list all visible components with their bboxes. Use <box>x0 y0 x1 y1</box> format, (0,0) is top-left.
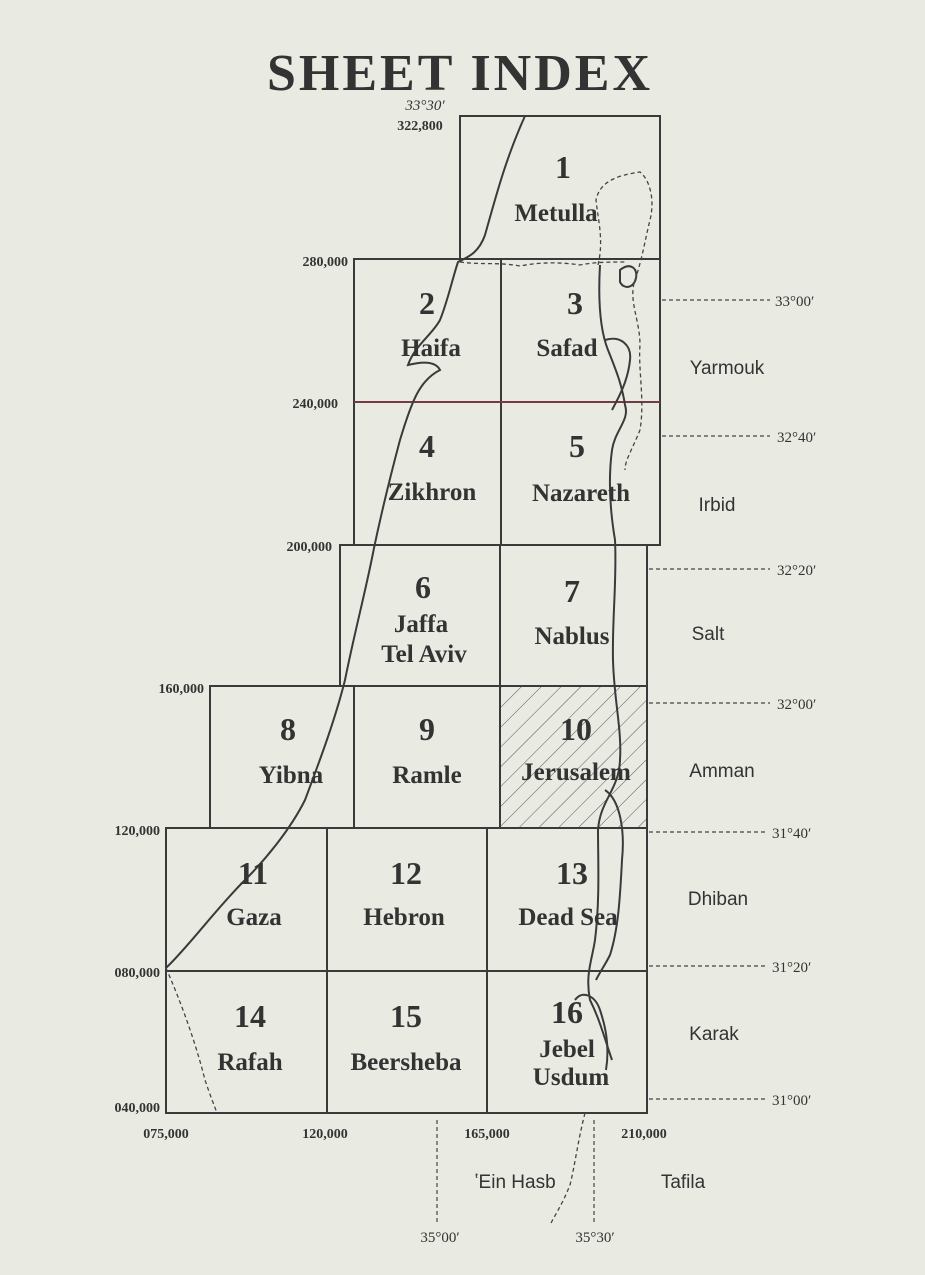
northing-160000: 160,000 <box>158 682 204 697</box>
sheet-7-name: Nablus <box>534 623 610 650</box>
latitude-32-20: 32°20′ <box>777 563 817 579</box>
sheet-13-number: 13 <box>556 855 588 891</box>
sheet-11-name: Gaza <box>226 904 282 931</box>
easting-210000: 210,000 <box>621 1127 667 1142</box>
latitude-32-40: 32°40′ <box>777 430 817 446</box>
longitude-35-30: 35°30′ <box>575 1230 615 1246</box>
coastline <box>166 116 525 968</box>
longitude-35-00: 35°00′ <box>420 1230 460 1246</box>
northing-080000: 080,000 <box>114 966 160 981</box>
adjacent-salt: Salt <box>691 624 725 645</box>
sheet-8-name: Yibna <box>258 762 324 789</box>
sheet-11-outline[interactable] <box>166 828 327 971</box>
sheet-3-name: Safad <box>536 335 598 362</box>
sheet-5-number: 5 <box>569 428 585 464</box>
sheet-15-outline[interactable] <box>327 971 487 1113</box>
easting-labels <box>143 1127 667 1142</box>
adjacent-dhiban: Dhiban <box>687 889 749 910</box>
top-latitude-label: 33°30′ <box>405 98 445 114</box>
adjacent-irbid: Irbid <box>698 495 736 516</box>
sheet-1-number: 1 <box>555 149 571 185</box>
sheet-4-number: 4 <box>419 428 435 464</box>
northing-200000: 200,000 <box>286 540 332 555</box>
sheet-16-name: Jebel <box>539 1036 595 1063</box>
eastern-frontier <box>596 172 652 470</box>
sheet-9-name: Ramle <box>392 762 462 789</box>
northing-322800: 322,800 <box>397 119 443 134</box>
northing-120000: 120,000 <box>114 824 160 839</box>
sheet-7-number: 7 <box>564 573 580 609</box>
sheet-3-number: 3 <box>567 285 583 321</box>
sheet-12-name: Hebron <box>363 904 445 931</box>
sheet-6-name: Jaffa <box>393 611 449 638</box>
sheet-6-name-line2: Tel Aviv <box>381 641 467 668</box>
jordan-river <box>588 265 626 1060</box>
map-title: SHEET INDEX <box>266 45 654 102</box>
sheet-2-name: Haifa <box>401 335 461 362</box>
latitude-33-00: 33°00′ <box>775 294 815 310</box>
sheet-15-number: 15 <box>390 998 422 1034</box>
southern-frontier <box>166 968 217 1113</box>
sheet-5-outline[interactable] <box>501 402 660 545</box>
northing-240000: 240,000 <box>292 397 338 412</box>
sheet-10-hatch <box>500 686 647 828</box>
latitude-labels <box>772 294 816 1109</box>
sheet-6-number: 6 <box>415 569 431 605</box>
longitude-labels <box>420 1230 614 1246</box>
latitude-31-00: 31°00′ <box>772 1093 812 1109</box>
sheet-8-number: 8 <box>280 711 296 747</box>
adjacent-ein-hasb: ʽEin Hasb <box>474 1172 556 1193</box>
northing-280000: 280,000 <box>302 255 348 270</box>
sheet-labels <box>217 149 631 1091</box>
sheet-16-number: 16 <box>551 994 583 1030</box>
sheet-15-name: Beersheba <box>350 1049 462 1076</box>
wadi-araba <box>550 1113 585 1225</box>
sheet-1-outline[interactable] <box>460 116 660 259</box>
sheet-8-outline[interactable] <box>210 686 354 828</box>
sheet-4-name: Zikhron <box>387 479 477 506</box>
sheet-5-name: Nazareth <box>531 480 631 507</box>
sheet-2-number: 2 <box>419 285 435 321</box>
sheet-14-outline[interactable] <box>166 971 327 1113</box>
sheet-16-name-line2: Usdum <box>532 1064 610 1091</box>
adjacent-karak: Karak <box>689 1024 739 1045</box>
northing-040000: 040,000 <box>114 1101 160 1116</box>
sheet-9-outline[interactable] <box>354 686 500 828</box>
sheet-12-number: 12 <box>390 855 422 891</box>
easting-075000: 075,000 <box>143 1127 189 1142</box>
sheet-9-number: 9 <box>419 711 435 747</box>
adjacent-yarmouk: Yarmouk <box>689 358 765 379</box>
easting-165000: 165,000 <box>464 1127 510 1142</box>
sheet-13-name: Dead Sea <box>518 904 618 931</box>
latitude-ticks <box>649 300 770 1099</box>
latitude-31-40: 31°40′ <box>772 826 812 842</box>
longitude-ticks <box>437 1120 594 1222</box>
adjacent-tafila: Tafila <box>660 1172 706 1193</box>
latitude-32-00: 32°00′ <box>777 697 817 713</box>
sheet-14-number: 14 <box>234 998 266 1034</box>
sheet-12-outline[interactable] <box>327 828 487 971</box>
sheet-10-name: Jerusalem <box>521 759 631 786</box>
northing-labels <box>115 98 446 1116</box>
sheet-4-outline[interactable] <box>354 402 501 545</box>
easting-120000: 120,000 <box>302 1127 348 1142</box>
sheet-10-number: 10 <box>560 711 592 747</box>
sheet-14-name: Rafah <box>217 1049 283 1076</box>
sheet-11-number: 11 <box>237 855 269 891</box>
latitude-31-20: 31°20′ <box>772 960 812 976</box>
adjacent-amman: Amman <box>689 761 755 782</box>
sheet-1-name: Metulla <box>514 200 598 227</box>
sheet-7-outline[interactable] <box>500 545 647 686</box>
